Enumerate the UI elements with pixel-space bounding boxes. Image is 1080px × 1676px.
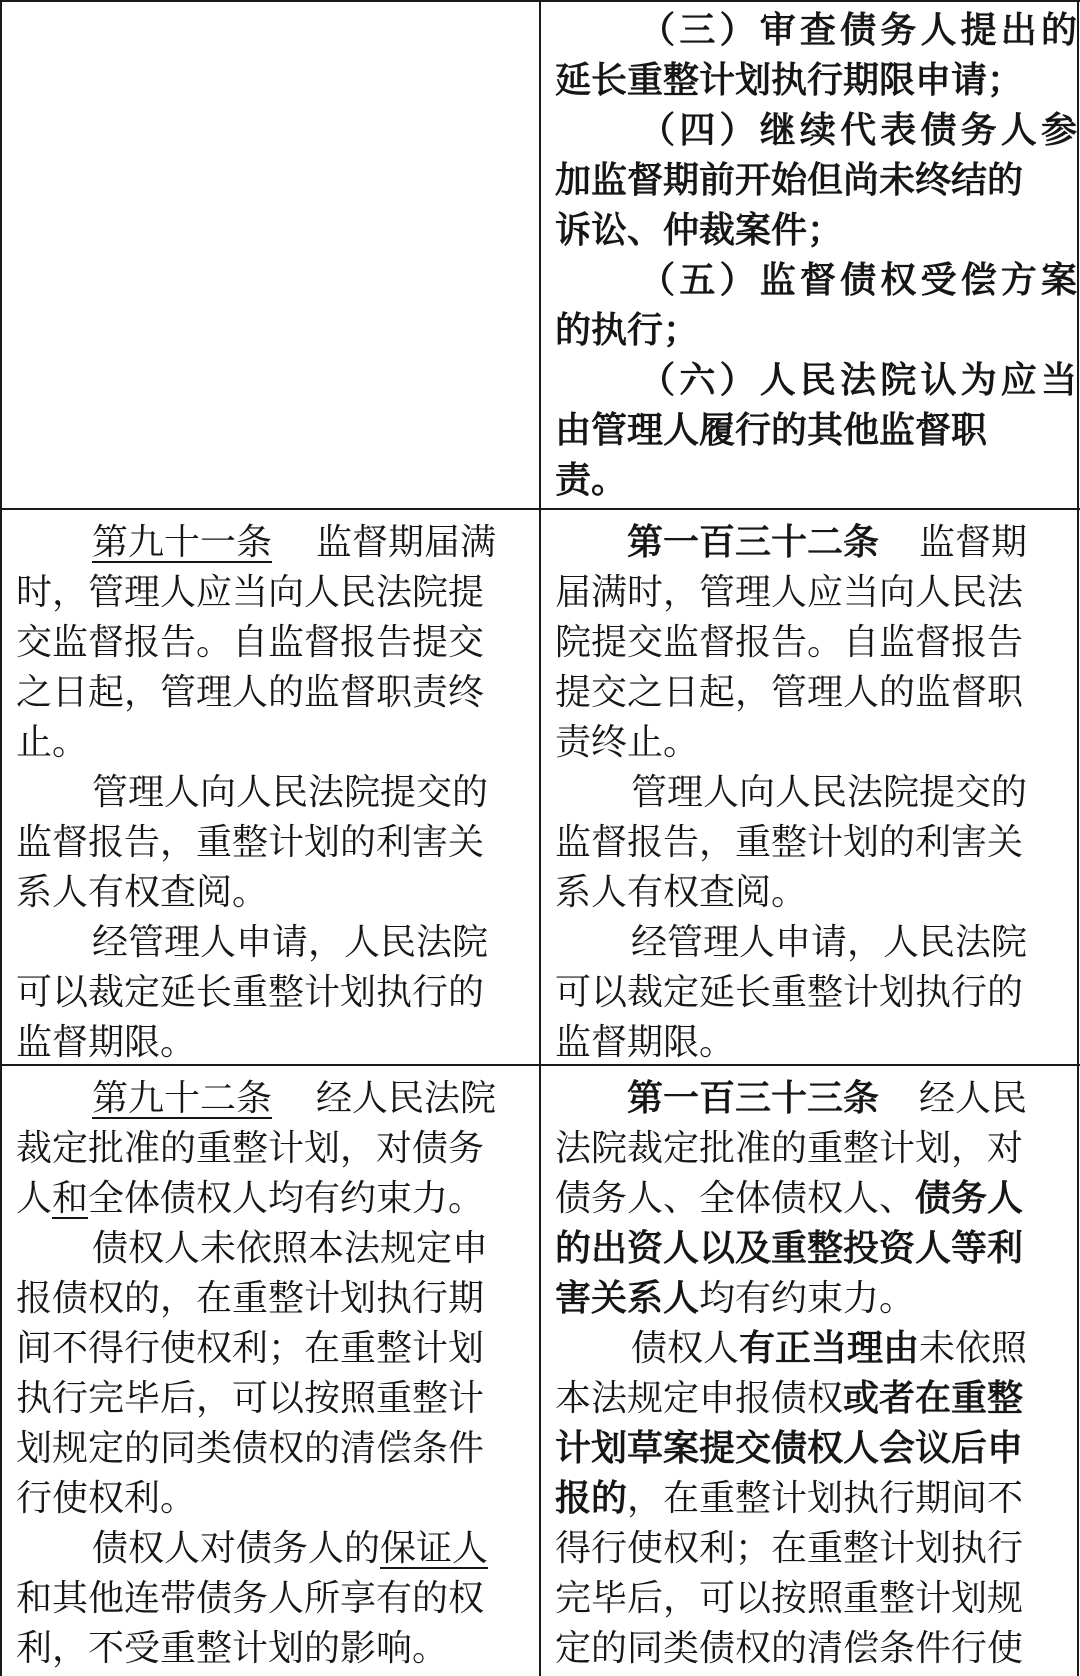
text-line: 监督报告，重整计划的利害关 [555,822,1024,863]
text-line: 时，管理人应当向人民法院提 [16,572,485,613]
text-line: 系人有权查阅。 [16,872,269,913]
table-border-right [1077,0,1079,1676]
text-line: 完毕后，可以按照重整计划规 [555,1578,1024,1619]
underlined-term: 和 [52,1178,89,1219]
text-line: （六）人民法院认为应当 [635,360,1077,401]
row3-left-cell [2,1066,539,1676]
text-line: 法院裁定批准的重整计划，对 [555,1128,1024,1169]
text-line: 报债权的，在重整计划执行期 [16,1278,485,1319]
row2-left-cell [2,510,539,1064]
text-line: 利，不受重整计划的影响。 [16,1628,449,1669]
text-line: 第一百三十二条 监督期 [627,522,1028,563]
text-line: 院提交监督报告。自监督报告 [555,622,1024,663]
row2-right-cell [541,510,1077,1064]
text-line: 交监督报告。自监督报告提交 [16,622,485,663]
text-line: 得行使权利；在重整计划执行 [555,1528,1024,1569]
text-line: 第九十二条 经人民法院 [92,1078,497,1119]
text-line: 提交之日起，管理人的监督职 [555,672,1024,713]
text-line: 报的，在重整计划执行期间不 [555,1478,1024,1519]
row1-left-cell [2,2,539,508]
row1-right-cell [541,2,1077,508]
text-line: 经管理人申请，人民法院 [631,922,1028,963]
text-line: 管理人向人民法院提交的 [92,772,489,813]
text-line: 经管理人申请，人民法院 [92,922,489,963]
text-line: 延长重整计划执行期限申请； [555,60,1024,101]
added-text: 报的 [555,1478,628,1519]
added-text: 计划草案提交债权人会议后申 [555,1428,1024,1469]
text-line: 责终止。 [555,722,700,763]
text-line: （四）继续代表债务人参 [635,110,1077,151]
text-line: 债权人未依照本法规定申 [92,1228,489,1269]
text-line: 监督期限。 [16,1022,197,1063]
added-text: 的出资人以及重整投资人等利 [555,1228,1024,1269]
text-line: 第一百三十三条 经人民 [627,1078,1028,1119]
text-line: 监督报告，重整计划的利害关 [16,822,485,863]
text-line: 止。 [16,722,89,763]
text-line: 划规定的同类债权的清偿条件 [16,1428,485,1469]
added-text: 有正当理由 [739,1328,920,1369]
added-text: 或者在重整 [843,1378,1024,1419]
text-line: （五）监督债权受偿方案 [635,260,1077,301]
text-line: 加监督期前开始但尚未终结的 [555,160,1024,201]
text-line: 害关系人均有约束力。 [555,1278,916,1319]
text-line: 监督期限。 [555,1022,736,1063]
underlined-term: 保证人 [380,1528,489,1569]
text-line: 责。 [555,460,628,501]
text-line: 诉讼、仲裁案件； [555,210,844,251]
text-line: 裁定批准的重整计划，对债务 [16,1128,485,1169]
text-line: 和其他连带债务人所享有的权 [16,1578,485,1619]
text-line: 第九十一条 监督期届满 [92,522,497,563]
text-line: 管理人向人民法院提交的 [631,772,1028,813]
text-line: 可以裁定延长重整计划执行的 [555,972,1024,1013]
added-text: 害关系人 [555,1278,700,1319]
text-line: 系人有权查阅。 [555,872,808,913]
text-line: 由管理人履行的其他监督职 [555,410,988,451]
text-line: 之日起，管理人的监督职责终 [16,672,485,713]
text-line: 债权人有正当理由未依照 [631,1328,1028,1369]
text-line: 届满时，管理人应当向人民法 [555,572,1024,613]
article-heading-old: 第九十一条 [92,522,273,563]
row3-right-cell [541,1066,1077,1676]
text-line: 本法规定申报债权或者在重整 [555,1378,1024,1419]
text-line: 债务人、全体债权人、债务人 [555,1178,1024,1219]
article-heading-new: 第一百三十三条 [627,1078,880,1119]
text-line: 执行完毕后，可以按照重整计 [16,1378,485,1419]
text-line: 行使权利。 [16,1478,197,1519]
text-line: （三）审查债务人提出的 [635,10,1077,51]
text-line: 债权人对债务人的保证人 [92,1528,489,1569]
text-line: 可以裁定延长重整计划执行的 [16,972,485,1013]
text-line: 的执行； [555,310,700,351]
text-line: 人和全体债权人均有约束力。 [16,1178,485,1219]
text-line: 定的同类债权的清偿条件行使 [555,1628,1024,1669]
article-heading-old: 第九十二条 [92,1078,273,1119]
added-text: 债务人 [915,1178,1024,1219]
article-heading-new: 第一百三十二条 [627,522,880,563]
text-line: 间不得行使权利；在重整计划 [16,1328,485,1369]
